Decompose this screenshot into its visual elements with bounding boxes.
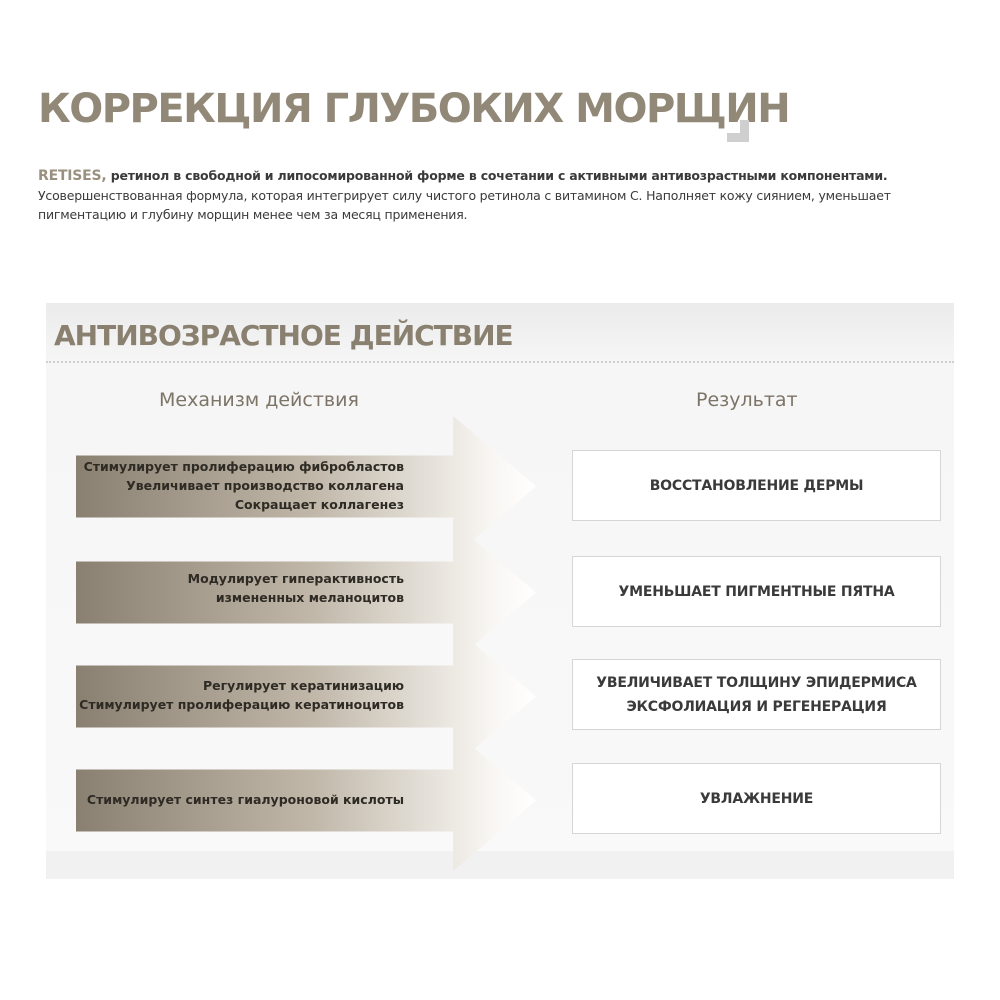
result-line: УМЕНЬШАЕТ ПИГМЕНТНЫЕ ПЯТНА <box>618 583 895 600</box>
mechanism-line: Увеличивает производство коллагена <box>126 478 404 493</box>
mechanism-text <box>76 569 404 607</box>
intro-description: Усовершенствованная формула, которая интегрирует силу чистого ретинола с витамином С. Наполняет кожу сиянием, уменьшает пигментацию и глубину морщин менее чем за месяц применения. <box>38 188 891 222</box>
mechanism-line: Стимулирует пролиферацию кератиноцитов <box>79 697 404 712</box>
mechanism-column-header: Механизм действия <box>159 389 359 411</box>
mechanism-text <box>76 676 404 714</box>
result-box <box>572 450 941 521</box>
result-box <box>572 763 941 834</box>
corner-decoration <box>727 120 749 142</box>
mechanism-line: измененных меланоцитов <box>215 590 404 605</box>
mechanism-line: Стимулирует синтез гиалуроновой кислоты <box>86 792 404 807</box>
result-line: УВЛАЖНЕНИЕ <box>699 790 814 807</box>
result-box <box>572 556 941 627</box>
mechanism-line: Сокращает коллагенез <box>234 497 404 512</box>
intro-headline-text: ретинол в свободной и липосомированной форме в сочетании с активными антивозрастными компонентами. <box>106 168 888 183</box>
mechanism-line: Стимулирует пролиферацию фибробластов <box>83 459 404 474</box>
intro-text <box>38 166 973 224</box>
mechanism-text <box>76 790 404 809</box>
intro-headline <box>38 166 973 186</box>
result-line: ЭКСФОЛИАЦИЯ И РЕГЕНЕРАЦИЯ <box>626 698 887 715</box>
result-column-header: Результат <box>696 389 798 411</box>
result-line: УВЕЛИЧИВАЕТ ТОЛЩИНУ ЭПИДЕРМИСА <box>596 674 917 691</box>
page-title: КОРРЕКЦИЯ ГЛУБОКИХ МОРЩИН <box>38 86 790 132</box>
mechanism-text <box>76 457 404 514</box>
brand-name: RETISES, <box>38 168 107 184</box>
antiaging-panel <box>46 303 954 879</box>
result-box <box>572 659 941 730</box>
panel-divider <box>46 361 954 363</box>
mechanism-line: Регулирует кератинизацию <box>202 678 404 693</box>
mechanism-line: Модулирует гиперактивность <box>187 571 404 586</box>
panel-title: АНТИВОЗРАСТНОЕ ДЕЙСТВИЕ <box>54 319 513 352</box>
result-line: ВОССТАНОВЛЕНИЕ ДЕРМЫ <box>649 477 864 494</box>
panel-footer-band <box>46 851 954 879</box>
